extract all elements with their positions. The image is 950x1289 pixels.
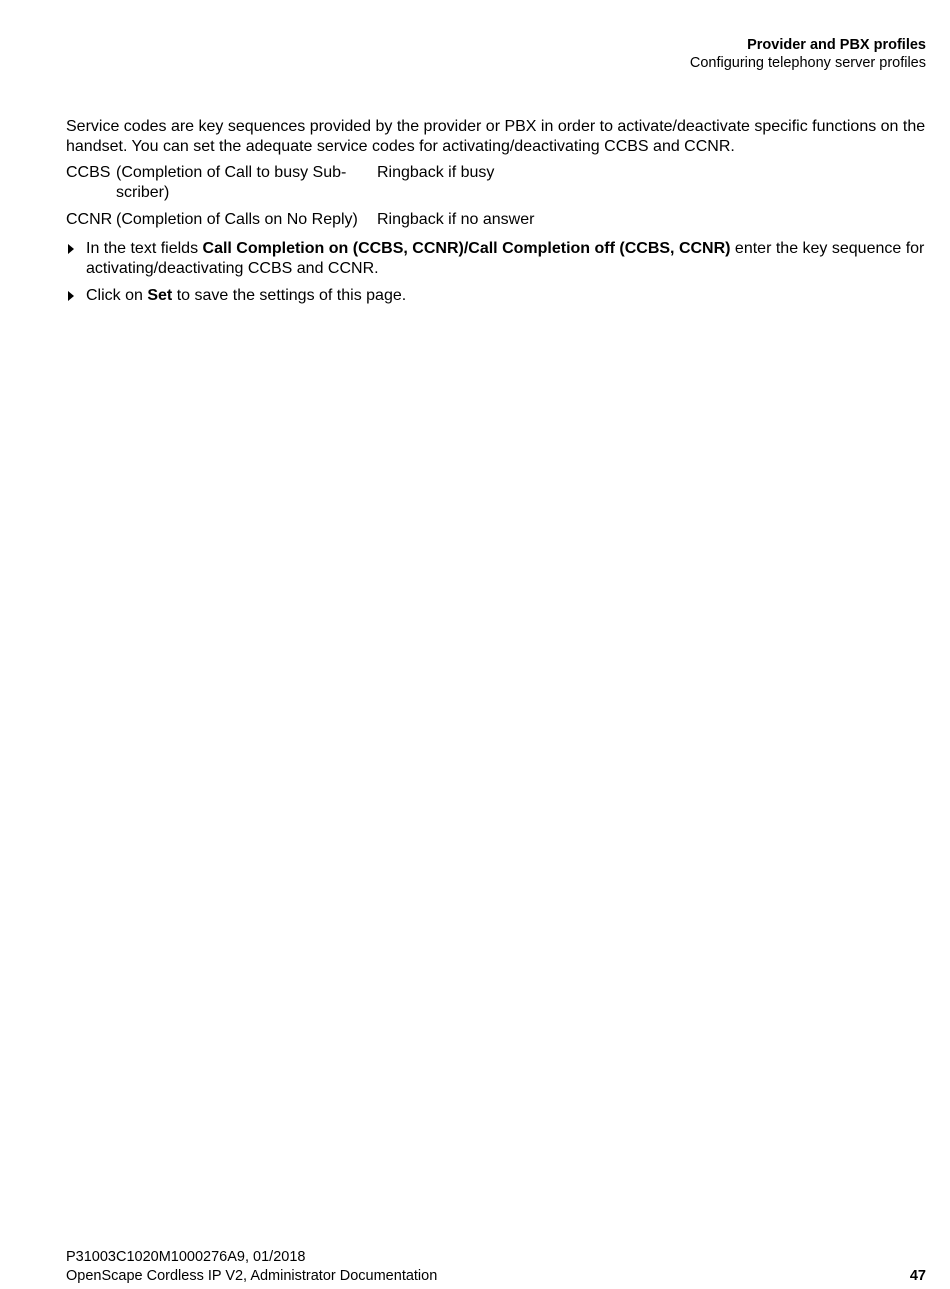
step-field-names: Call Completion on (CCBS, CCNR)/Call Completion off (CCBS, CCNR) — [202, 240, 731, 257]
step-text-before: Click on — [86, 287, 148, 304]
step-text-after: enter the key sequence for activating/deactivating CCBS and CCNR. — [86, 240, 925, 277]
service-code-meaning: Ringback if no answer — [377, 211, 535, 228]
service-code: CCNR — [66, 211, 113, 228]
page-number: 47 — [909, 1268, 926, 1284]
document-title: OpenScape Cordless IP V2, Administrator Documentation — [66, 1268, 438, 1284]
section-subtitle: Configuring telephony server profiles — [689, 55, 926, 71]
step-text-after: to save the settings of this page. — [172, 287, 407, 304]
page-header — [690, 36, 926, 72]
main-content — [66, 117, 928, 313]
bullet-arrow-icon — [68, 291, 74, 301]
page-footer — [66, 1248, 926, 1286]
service-code-description: (Completion of Call to busy Sub-scriber) — [116, 164, 347, 201]
chapter-title: Provider and PBX profiles — [747, 37, 926, 53]
step-text-before: In the text fields — [86, 240, 203, 257]
service-code-description: (Completion of Calls on No Reply) — [116, 211, 358, 228]
list-item — [66, 286, 928, 306]
instruction-steps — [66, 239, 928, 306]
step-button-name: Set — [147, 287, 173, 304]
bullet-arrow-icon — [68, 244, 74, 254]
table-row — [66, 203, 534, 230]
table-row — [66, 163, 534, 203]
service-code: CCBS — [66, 164, 111, 181]
document-id: P31003C1020M1000276A9, 01/2018 — [66, 1249, 306, 1265]
service-code-meaning: Ringback if busy — [377, 164, 495, 181]
service-codes-table — [66, 163, 534, 230]
list-item — [66, 239, 928, 279]
intro-paragraph: Service codes are key sequences provided by the provider or PBX in order to activate/deactivate specific functions on the handset. You can set the adequate service codes for activating/deactivating CCBS and CCNR. — [66, 118, 926, 155]
